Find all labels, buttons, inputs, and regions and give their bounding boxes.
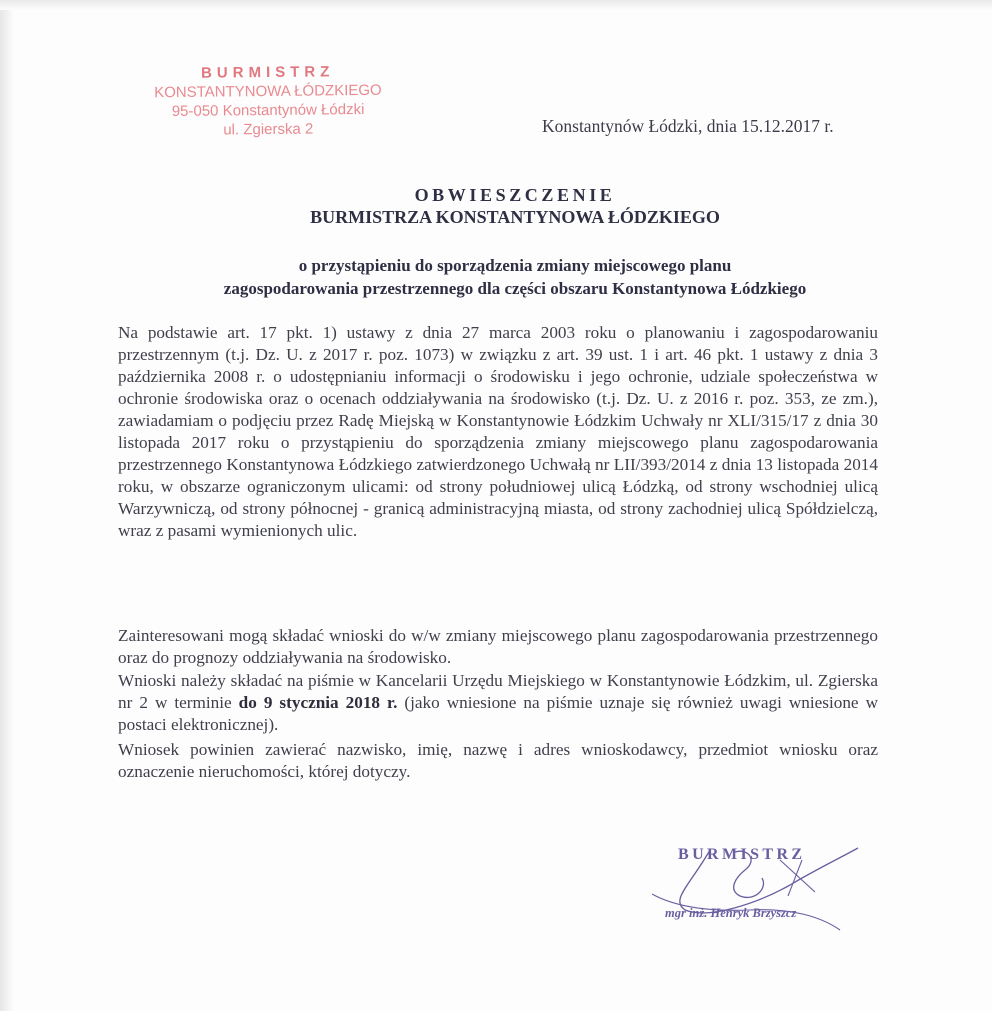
office-stamp xyxy=(128,62,409,141)
body-paragraph-interested: Zainteresowani mogą składać wnioski do w/w zmiany miejscowego planu zagospodarowania przestrzennego oraz do prognozy oddziaływania na środowisko. xyxy=(118,626,878,667)
stamp-office: KONSTANTYNOWA ŁÓDZKIEGO xyxy=(154,81,382,102)
submission-text: Wnioski należy składać na piśmie w Kancelarii Urzędu Miejskiego w Konstantynowie Łódzkim, ul. Zgierska nr 2 w terminie xyxy=(118,671,878,712)
body-paragraph-submission xyxy=(118,670,878,736)
subject-line-2: zagospodarowania przestrzennego dla części obszaru Konstantynowa Łódzkiego xyxy=(223,279,807,298)
scan-edge-left xyxy=(0,0,14,1011)
submission-note: (jako wniesione na piśmie uznaje się również uwagi wniesione w postaci elektronicznej). xyxy=(118,693,878,734)
stamp-title: BURMISTRZ xyxy=(200,63,335,82)
signature-title: BURMISTRZ xyxy=(678,846,806,863)
document-title: OBWIESZCZENIE xyxy=(414,185,616,205)
scan-edge-top xyxy=(0,0,992,10)
place-and-date: Konstantynów Łódzki, dnia 15.12.2017 r. xyxy=(542,116,834,136)
stamp-postal: 95-050 Konstantynów Łódzki xyxy=(171,100,365,121)
body-paragraph-requirements: Wniosek powinien zawierać nazwisko, imię, nazwę i adres wnioskodawcy, przedmiot wniosku oraz oznaczenie nieruchomości, której dotyczy. xyxy=(118,740,878,781)
document-issuer: BURMISTRZA KONSTANTYNOWA ŁÓDZKIEGO xyxy=(310,207,720,227)
stamp-street: ul. Zgierska 2 xyxy=(223,120,314,139)
subject-line-1: o przystąpieniu do sporządzenia zmiany miejscowego planu xyxy=(298,256,732,275)
body-paragraph-legal-basis: Na podstawie art. 17 pkt. 1) ustawy z dnia 27 marca 2003 roku o planowaniu i zagospodarowaniu przestrzennym (t.j. Dz. U. z 2017 r. poz. 1073) w związku z art. 39 ust. 1 i art. 46 pkt. 1 ustawy z dnia 3 października 2008 r. o udostępnianiu informacji o środowisku i jego ochronie, udziale społeczeństwa w ochronie środowiska oraz o ocenach oddziaływania na środowisko (t.j. Dz. U. z 2016 r. poz. 353, ze zm.), zawiadamiam o podjęciu przez Radę Miejską w Konstantynowie Łódzkim Uchwały nr XLI/315/17 z dnia 30 listopada 2017 roku o przystąpieniu do sporządzenia zmiany miejscowego planu zagospodarowania przestrzennego Konstantynowa Łódzkiego zatwierdzonego Uchwałą nr LII/393/2014 z dnia 13 listopada 2014 roku, w obszarze ograniczonym ulicami: od strony południowej ulicą Łódzką, od strony wschodniej ulicą Warzywniczą, od strony północnej - granicą administracyjną miasta, od strony zachodniej ulicą Spółdzielczą, wraz z pasami wymienionych ulic. xyxy=(118,323,878,540)
submission-deadline: do 9 stycznia 2018 r. xyxy=(238,693,398,712)
signature-name: mgr inż. Henryk Brzyszcz xyxy=(665,906,797,920)
